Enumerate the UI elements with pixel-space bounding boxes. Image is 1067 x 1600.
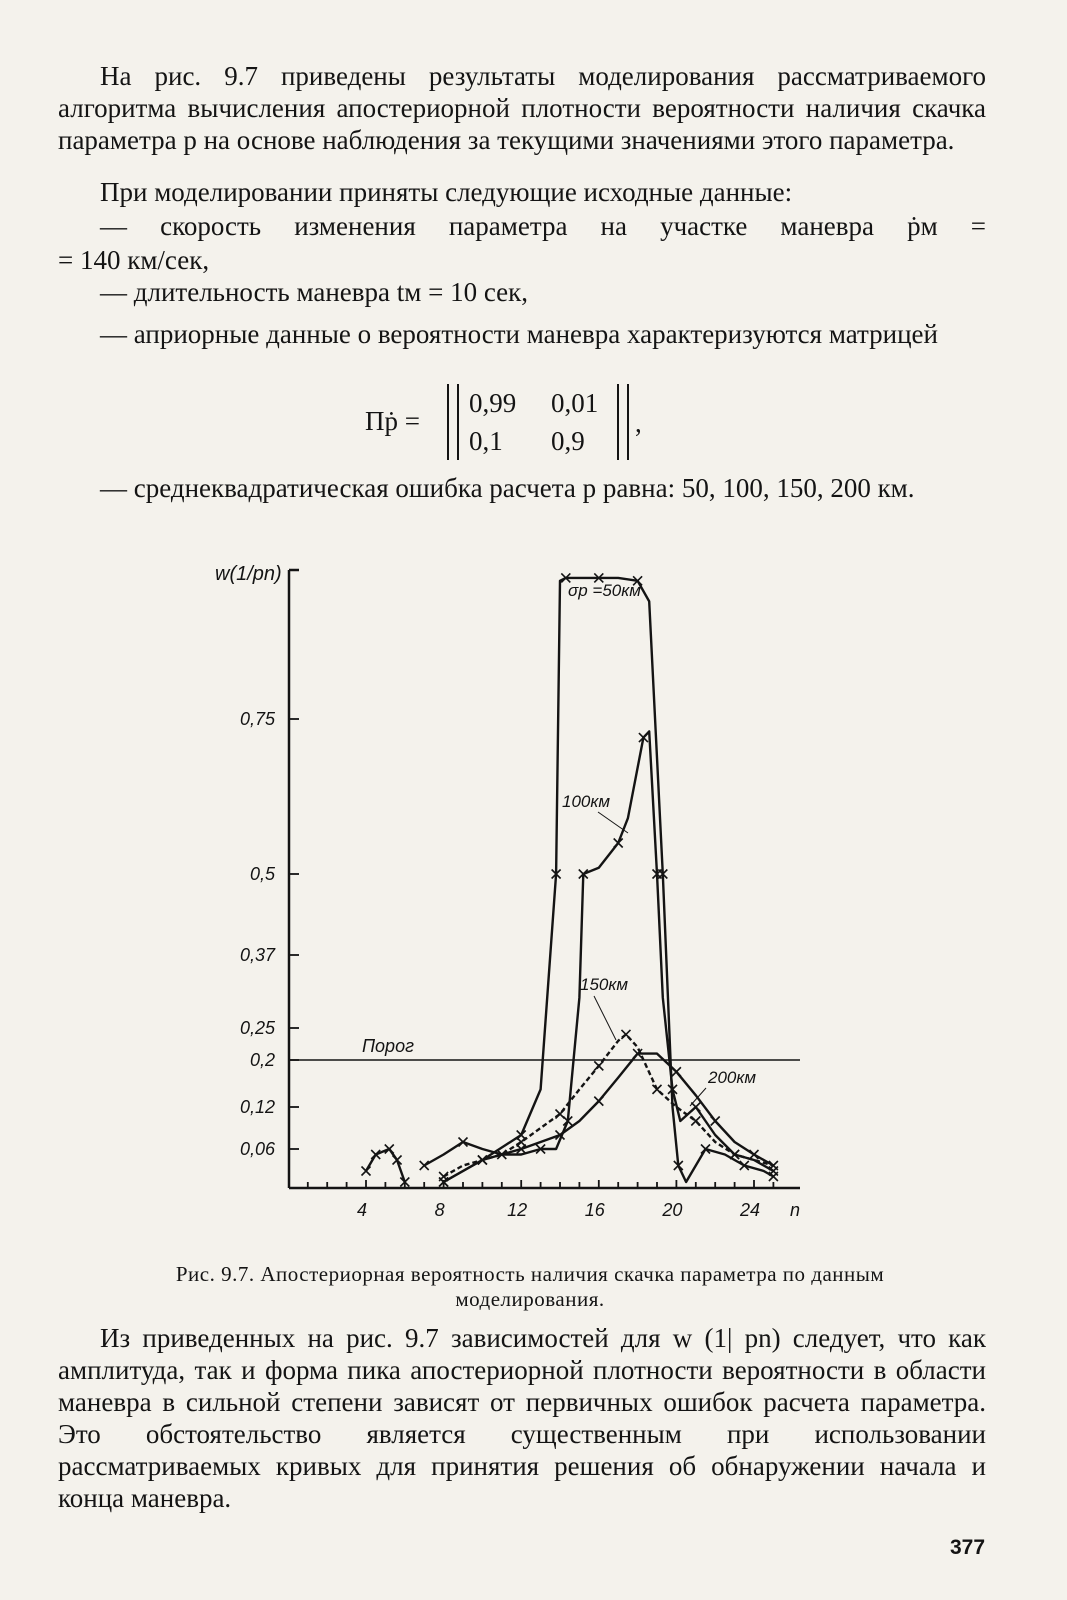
series-marker xyxy=(750,1150,759,1159)
figure-9-7-chart xyxy=(0,550,1067,1250)
y-tick-label: 0,06 xyxy=(239,1139,275,1159)
y-tick-label: 0,12 xyxy=(239,1097,275,1117)
paragraph-speed-cont: = 140 км/сек, xyxy=(58,245,210,275)
curve-annotation-2: 100км xyxy=(562,792,611,811)
paragraph-intro: На рис. 9.7 приведены результаты моделирования рассматриваемого алгоритма вычисления апостериорной плотности вероятности наличия скачка параметра p на основе наблюдения за текущими значениями этого параметра. xyxy=(58,61,986,155)
matrix-left-bar xyxy=(447,384,459,460)
series-marker xyxy=(691,1117,700,1126)
curve-annotation-1: σp =50км xyxy=(568,581,641,600)
paragraph-initial-data: При моделировании приняты следующие исходные данные: xyxy=(100,177,793,207)
matrix-tail: , xyxy=(635,408,642,438)
page-number: 377 xyxy=(950,1536,986,1559)
y-tick-label: 0,5 xyxy=(249,864,275,884)
series-line-1 xyxy=(444,578,774,1182)
paragraph-conclusion: Из приведенных на рис. 9.7 зависимостей для w (1| pn) следует, что как амплитуда, так и форма пика апостериорной плотности вероятности в области маневра в сильной степени зависят от первичных ошибок расчета параметра. Это обстоятельство является существенным при использовании рассматриваемых кривых для принятия решения об обнаружении начала и конца маневра. xyxy=(58,1323,986,1513)
x-tick-label: 12 xyxy=(507,1200,528,1220)
paragraph-speed: — скорость изменения параметра на участке маневра ṗм = xyxy=(100,211,986,241)
y-tick-label: 0,2 xyxy=(249,1050,275,1070)
series-marker xyxy=(621,1030,630,1039)
series-marker xyxy=(672,1067,681,1076)
y-tick-label: 0,37 xyxy=(239,945,275,965)
series-marker xyxy=(711,1117,720,1126)
matrix-r2c2: 0,9 xyxy=(551,426,585,456)
matrix-r2c1: 0,1 xyxy=(469,426,503,456)
figure-caption: Рис. 9.7. Апостериорная вероятность наличия скачка параметра по данным моделирования. xyxy=(175,1262,885,1311)
series-marker xyxy=(594,1061,603,1070)
leader-100 xyxy=(598,812,628,833)
series-marker xyxy=(362,1167,371,1176)
paragraph-rms-error: — среднеквадратическая ошибка расчета p равна: 50, 100, 150, 200 км. xyxy=(100,473,915,503)
x-tick-label: 24 xyxy=(739,1200,761,1220)
series-marker xyxy=(653,1085,662,1094)
x-tick-label: 8 xyxy=(434,1200,445,1220)
matrix-right-bar xyxy=(617,384,629,460)
series-marker xyxy=(594,1097,603,1106)
series-marker xyxy=(420,1161,429,1170)
curve-annotation-4: 200км xyxy=(708,1068,757,1087)
matrix-r1c1: 0,99 xyxy=(469,388,517,418)
matrix-r1c2: 0,01 xyxy=(551,388,599,418)
series-marker xyxy=(691,1103,700,1112)
x-tick-label: 20 xyxy=(662,1200,683,1220)
y-tick-label: 0,25 xyxy=(239,1018,275,1038)
x-tick-label: 16 xyxy=(584,1200,605,1220)
threshold-label: Порог xyxy=(362,1036,414,1056)
leader-150 xyxy=(594,996,616,1040)
y-tick-label: 0,75 xyxy=(239,709,275,729)
curve-annotation-3: 150км xyxy=(580,975,629,994)
paragraph-apriori: — априорные данные о вероятности маневра характеризуются матрицей xyxy=(100,319,938,349)
x-axis-label: n xyxy=(790,1200,801,1220)
x-tick-label: 4 xyxy=(356,1200,368,1220)
series-marker xyxy=(556,1110,565,1119)
y-axis-label: w(1/pn) xyxy=(215,563,282,585)
paragraph-duration: — длительность маневра tм = 10 сек, xyxy=(100,277,528,307)
matrix-lhs: Пṗ = xyxy=(365,406,420,436)
